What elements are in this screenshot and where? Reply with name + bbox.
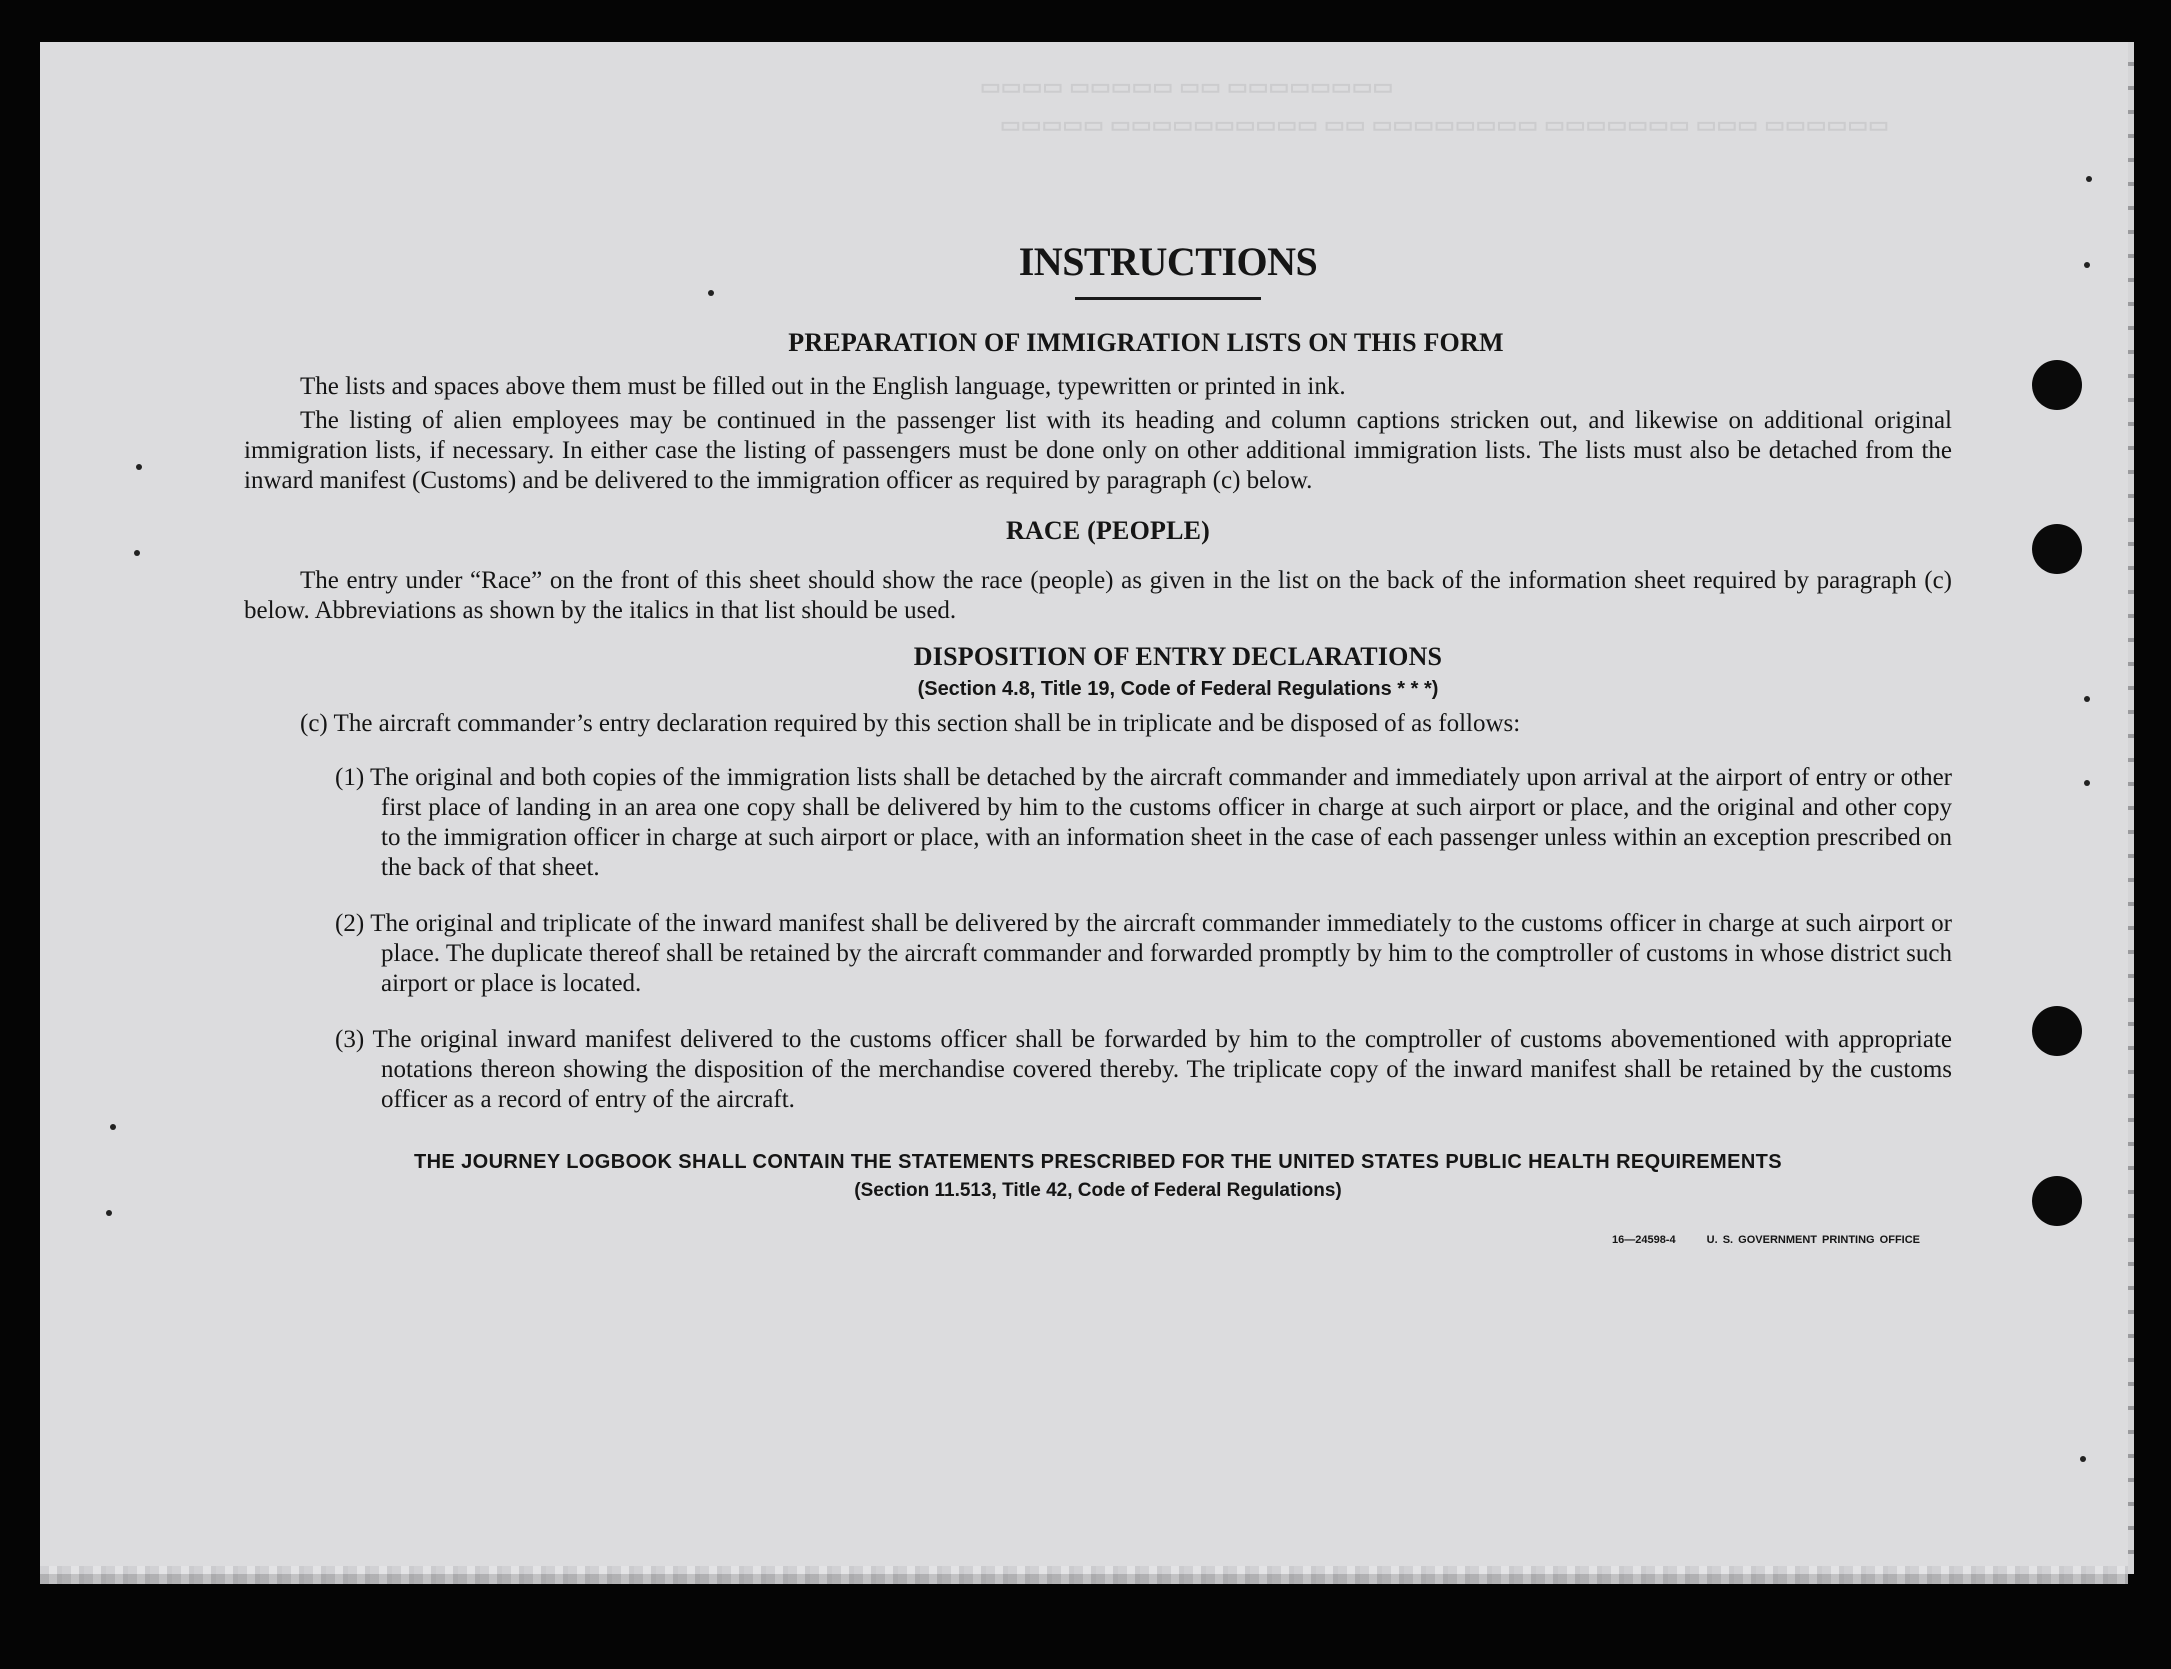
punch-hole	[2032, 360, 2082, 410]
footer-statement: THE JOURNEY LOGBOOK SHALL CONTAIN THE STATEMENTS PRESCRIBED FOR THE UNITED STATES PUBLIC HEALTH REQUIREMENTS	[413, 1151, 1783, 1173]
speck	[136, 464, 142, 470]
printer-name: U. S. GOVERNMENT PRINTING OFFICE	[1706, 1234, 1920, 1246]
speck	[2084, 780, 2090, 786]
speck	[110, 1124, 116, 1130]
bleed-through-text: ▭▭▭▭ ▭▭▭▭▭ ▭▭ ▭▭▭▭▭▭▭▭	[980, 74, 1394, 99]
speck	[106, 1210, 112, 1216]
title-rule	[1075, 297, 1261, 300]
section-heading-preparation: PREPARATION OF IMMIGRATION LISTS ON THIS FORM	[788, 328, 1504, 357]
speck	[2084, 262, 2090, 268]
speck	[134, 550, 140, 556]
paragraph-preparation-2: The listing of alien employees may be continued in the passenger list with its heading and column captions stricken out, and likewise on additional original immigration lists, if necessary. In either case the listing of passengers must be done only on other additional immigration lists. The lists must also be detached from the inward manifest (Customs) and be delivered to the immigration officer as required by paragraph (c) below.	[244, 407, 1952, 494]
torn-edge	[40, 1566, 2128, 1584]
paragraph-preparation-1: The lists and spaces above them must be filled out in the English language, typewritten or printed in ink.	[300, 373, 1346, 400]
page-title: INSTRUCTIONS	[1018, 239, 1318, 284]
disposition-citation: (Section 4.8, Title 19, Code of Federal Regulations * * *)	[917, 678, 1439, 700]
form-number: 16—24598-4	[1611, 1234, 1676, 1246]
disposition-item-1: (1) The original and both copies of the immigration lists shall be detached by the aircraft commander and immediately upon arrival at the airport of entry or other first place of landing in an area one copy shall be delivered by him to the customs officer in charge at such airport or place, and the original and other copy to the immigration officer in charge at such airport or place, with an information sheet in the case of each passenger unless within an exception prescribed on the back of that sheet.	[335, 764, 1952, 881]
disposition-intro: (c) The aircraft commander’s entry declaration required by this section shall be in triplicate and be disposed of as follows:	[300, 710, 1521, 737]
section-heading-disposition: DISPOSITION OF ENTRY DECLARATIONS	[913, 642, 1443, 671]
footer-citation: (Section 11.513, Title 42, Code of Federal Regulations)	[854, 1180, 1342, 1201]
perforated-edge	[2128, 42, 2134, 1574]
section-heading-race: RACE (PEOPLE)	[1005, 516, 1211, 545]
paragraph-race: The entry under “Race” on the front of this sheet should show the race (people) as given in the list on the back of the information sheet required by paragraph (c) below. Abbreviations as shown by the italics in that list should be used.	[244, 567, 1952, 624]
bleed-through-text: ▭▭▭▭▭ ▭▭▭▭▭▭▭▭▭▭ ▭▭ ▭▭▭▭▭▭▭▭ ▭▭▭▭▭▭▭ ▭▭▭ ▭▭▭▭▭▭	[1000, 112, 1889, 137]
punch-hole	[2032, 1006, 2082, 1056]
print-mark	[244, 1234, 1952, 1246]
speck	[2084, 696, 2090, 702]
disposition-item-3: (3) The original inward manifest delivered to the customs officer shall be forwarded by him to the comptroller of customs abovementioned with appropriate notations thereon showing the disposition of the merchandise covered thereby. The triplicate copy of the inward manifest shall be retained by the customs officer as a record of entry of the aircraft.	[335, 1026, 1952, 1113]
disposition-item-2: (2) The original and triplicate of the inward manifest shall be delivered by the aircraft commander immediately to the customs officer in charge at such airport or place. The duplicate thereof shall be retained by the aircraft commander and forwarded promptly by him to the comptroller of customs in whose district such airport or place is located.	[335, 910, 1952, 997]
speck	[2080, 1456, 2086, 1462]
instructions-content	[244, 238, 1952, 1246]
punch-hole	[2032, 1176, 2082, 1226]
speck	[2086, 176, 2092, 182]
punch-hole	[2032, 524, 2082, 574]
